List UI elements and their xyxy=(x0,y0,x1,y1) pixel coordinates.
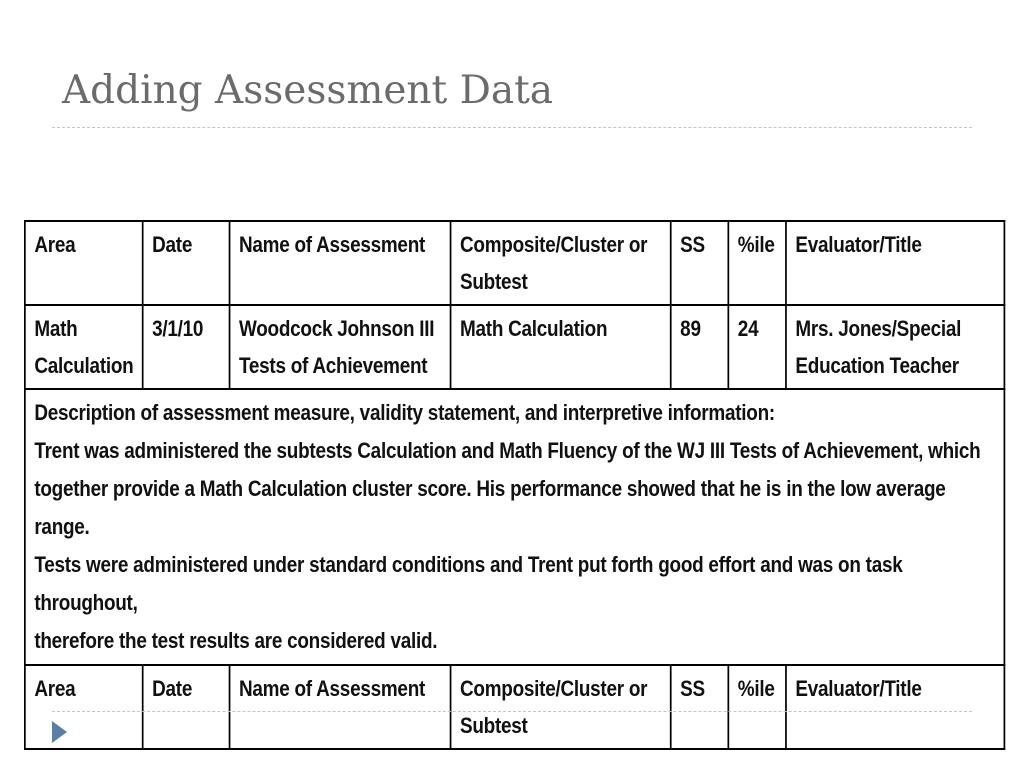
repeat-header-cell-area: Area xyxy=(25,665,143,749)
description-line-3: Tests were administered under standard conditions and Trent put forth good effort and was on task throughout, xyxy=(34,552,903,615)
title-divider xyxy=(52,127,972,128)
header-cell-ss: SS xyxy=(671,221,729,305)
header-cell-date: Date xyxy=(143,221,230,305)
repeat-header-cell-ss: SS xyxy=(671,665,729,749)
repeat-header-cell-date: Date xyxy=(143,665,230,749)
cell-ss: 89 xyxy=(671,305,729,389)
header-cell-percentile: %ile xyxy=(728,221,786,305)
repeat-header-cell-percentile: %ile xyxy=(728,665,786,749)
assessment-table-image xyxy=(24,220,1006,738)
repeat-header-row xyxy=(25,665,1005,749)
description-line-2: together provide a Math Calculation cluster score. His performance showed that he is in the low average range. xyxy=(34,476,946,539)
cell-assessment: Woodcock Johnson III Tests of Achievement xyxy=(230,305,451,389)
repeat-header-cell-assessment: Name of Assessment xyxy=(230,665,451,749)
repeat-header-cell-evaluator: Evaluator/Title xyxy=(786,665,1004,749)
description-cell xyxy=(25,389,1005,665)
table-row xyxy=(25,305,1005,389)
header-cell-area: Area xyxy=(25,221,143,305)
cell-evaluator: Mrs. Jones/Special Education Teacher xyxy=(786,305,1004,389)
assessment-table xyxy=(24,220,1005,750)
cell-date: 3/1/10 xyxy=(143,305,230,389)
triangle-bullet-icon xyxy=(52,721,67,743)
header-row xyxy=(25,221,1005,305)
description-heading: Description of assessment measure, validity statement, and interpretive information: xyxy=(34,400,775,425)
header-cell-evaluator: Evaluator/Title xyxy=(786,221,1004,305)
slide-title: Adding Assessment Data xyxy=(62,68,554,113)
header-cell-composite: Composite/Cluster or Subtest xyxy=(451,221,671,305)
cell-percentile: 24 xyxy=(728,305,786,389)
footer-divider xyxy=(52,711,972,712)
cell-composite: Math Calculation xyxy=(451,305,671,389)
repeat-header-cell-composite: Composite/Cluster or Subtest xyxy=(451,665,671,749)
cell-area: Math Calculation xyxy=(25,305,143,389)
description-line-1: Trent was administered the subtests Calculation and Math Fluency of the WJ III Tests of Achievement, which xyxy=(34,438,981,463)
header-cell-assessment: Name of Assessment xyxy=(230,221,451,305)
description-row xyxy=(25,389,1005,665)
description-line-4: therefore the test results are considered valid. xyxy=(34,628,438,653)
